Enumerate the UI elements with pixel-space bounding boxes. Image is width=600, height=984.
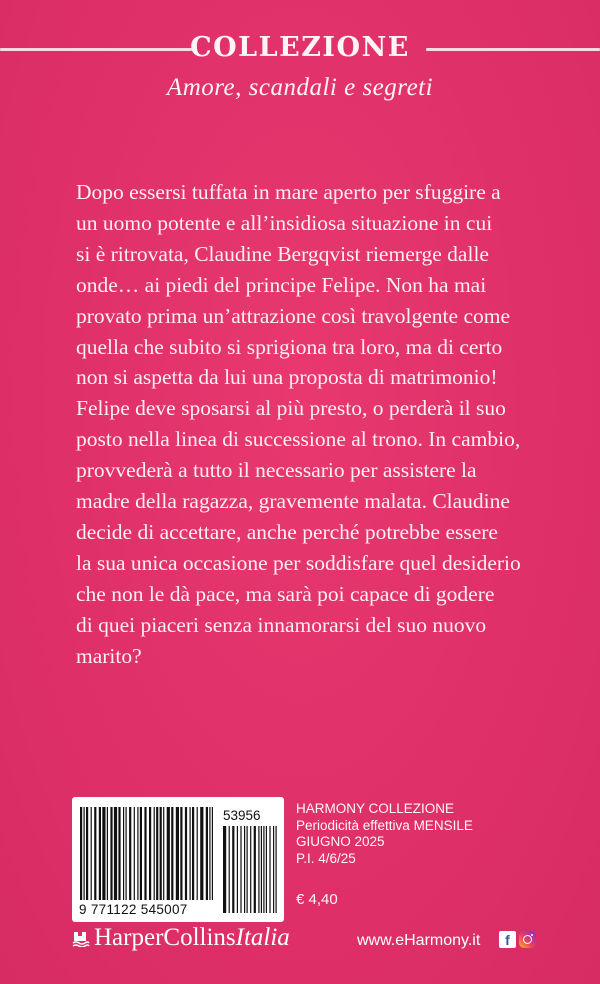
- barcode-bar: [185, 807, 187, 900]
- barcode-bar: [232, 826, 234, 913]
- barcode-number: 9 771122 545007: [79, 902, 188, 917]
- barcode-bar: [247, 826, 248, 913]
- info-line: Periodicità effettiva MENSILE: [296, 817, 473, 833]
- website-link[interactable]: www.eHarmony.it: [357, 932, 481, 949]
- blurb-line: che non le dà pace, ma sarà poi capace di godere: [76, 581, 495, 606]
- blurb-line: la sua unica occasione per soddisfare quel desiderio: [76, 550, 521, 575]
- barcode-bar: [140, 807, 142, 900]
- barcode-bar: [250, 826, 251, 913]
- barcode-bar: [149, 807, 151, 900]
- blurb-line: Dopo essersi tuffata in mare aperto per sfuggire a: [76, 180, 501, 204]
- barcode-bar: [110, 807, 112, 900]
- barcode-bar: [229, 826, 230, 913]
- barcode-bar: [206, 807, 208, 900]
- barcode-bar: [126, 807, 127, 900]
- barcode-bar: [171, 807, 173, 900]
- price: € 4,40: [296, 891, 338, 908]
- barcode-bar: [269, 826, 270, 913]
- publisher-name-italic: Italia: [235, 924, 290, 951]
- blurb-line: madre della ragazza, gravemente malata. Claudine: [76, 489, 510, 514]
- blurb-line: onde… ai piedi del principe Felipe. Non ha mai: [76, 272, 487, 297]
- barcode-bar: [134, 807, 135, 900]
- barcode-bar: [244, 826, 245, 913]
- barcode-bar: [223, 826, 226, 913]
- barcode-bar: [192, 807, 194, 900]
- blurb-line: decide di accettare, anche perché potrebbe essere: [76, 519, 498, 544]
- barcode-bar: [91, 807, 92, 900]
- blurb-line: marito?: [76, 643, 142, 668]
- info-line: P.I. 4/6/25: [296, 850, 356, 866]
- blurb-line: Felipe deve sposarsi al più presto, o perderà il suo: [76, 396, 506, 421]
- barcode-bar: [237, 826, 238, 913]
- blurb-line: non si aspetta da lui una proposta di matrimonio!: [76, 365, 498, 390]
- blurb-line: un uomo potente e all’insidiosa situazione in cui: [76, 210, 493, 235]
- blurb-line: di quei piaceri senza innamorarsi del suo nuovo: [76, 612, 487, 637]
- barcode-bar: [94, 807, 96, 900]
- barcode-bar: [258, 826, 259, 913]
- barcode-bar: [176, 807, 179, 900]
- barcode-bar: [263, 826, 264, 913]
- barcode-bar: [190, 807, 191, 900]
- barcode-bar: [137, 807, 138, 900]
- blurb-line: quella che subito si sprigiona tra loro, ma di certo: [76, 334, 503, 359]
- back-cover-blurb: [76, 177, 576, 672]
- barcode-bar: [118, 807, 120, 900]
- barcode-bar: [266, 826, 267, 913]
- publication-info: [296, 801, 473, 867]
- barcode-bar: [144, 807, 146, 900]
- barcode-bar: [154, 807, 155, 900]
- barcode-bar: [261, 826, 262, 913]
- barcode-bar: [80, 807, 82, 900]
- facebook-icon[interactable]: f: [499, 931, 516, 948]
- publisher-name: HarperCollins: [94, 924, 236, 951]
- blurb-line: provato prima un’attrazione così travolgente come: [76, 303, 511, 328]
- barcode-bar: [129, 807, 131, 900]
- barcode-bar: [167, 807, 170, 900]
- barcode-bar: [86, 807, 88, 900]
- series-subtitle: Amore, scandali e segreti: [166, 74, 434, 101]
- barcode-bar: [197, 807, 198, 900]
- blurb-line: si è ritrovata, Claudine Bergqvist riemerge dalle: [76, 241, 489, 266]
- barcode-bar: [102, 807, 105, 900]
- blurb-line: posto nella linea di successione al trono. In cambio,: [76, 427, 521, 452]
- barcode-bar: [240, 826, 241, 913]
- series-title: COLLEZIONE: [190, 32, 410, 63]
- barcode-bar: [209, 807, 210, 900]
- barcode-bar: [107, 807, 108, 900]
- barcode-bar: [180, 807, 182, 900]
- barcode: [72, 797, 284, 922]
- barcode-bar: [254, 826, 256, 913]
- barcode-bar: [276, 826, 277, 913]
- info-line: HARMONY COLLEZIONE: [296, 801, 455, 816]
- barcode-bar: [84, 807, 85, 900]
- barcode-bar: [99, 807, 101, 900]
- barcode-bar: [163, 807, 164, 900]
- barcode-bar: [123, 807, 124, 900]
- instagram-icon[interactable]: [519, 931, 536, 948]
- barcode-bar: [160, 807, 162, 900]
- barcode-bar: [114, 807, 117, 900]
- publisher-logo: [72, 924, 290, 952]
- barcode-bar: [212, 807, 213, 900]
- barcode-bar: [156, 807, 158, 900]
- harpercollins-fire-water-icon: [72, 929, 90, 947]
- barcode-bar: [200, 807, 203, 900]
- info-line: GIUGNO 2025: [296, 834, 385, 849]
- barcode-bar: [273, 826, 274, 913]
- barcode-addon-number: 53956: [223, 808, 261, 823]
- blurb-line: provvederà a tutto il necessario per assistere la: [76, 458, 477, 483]
